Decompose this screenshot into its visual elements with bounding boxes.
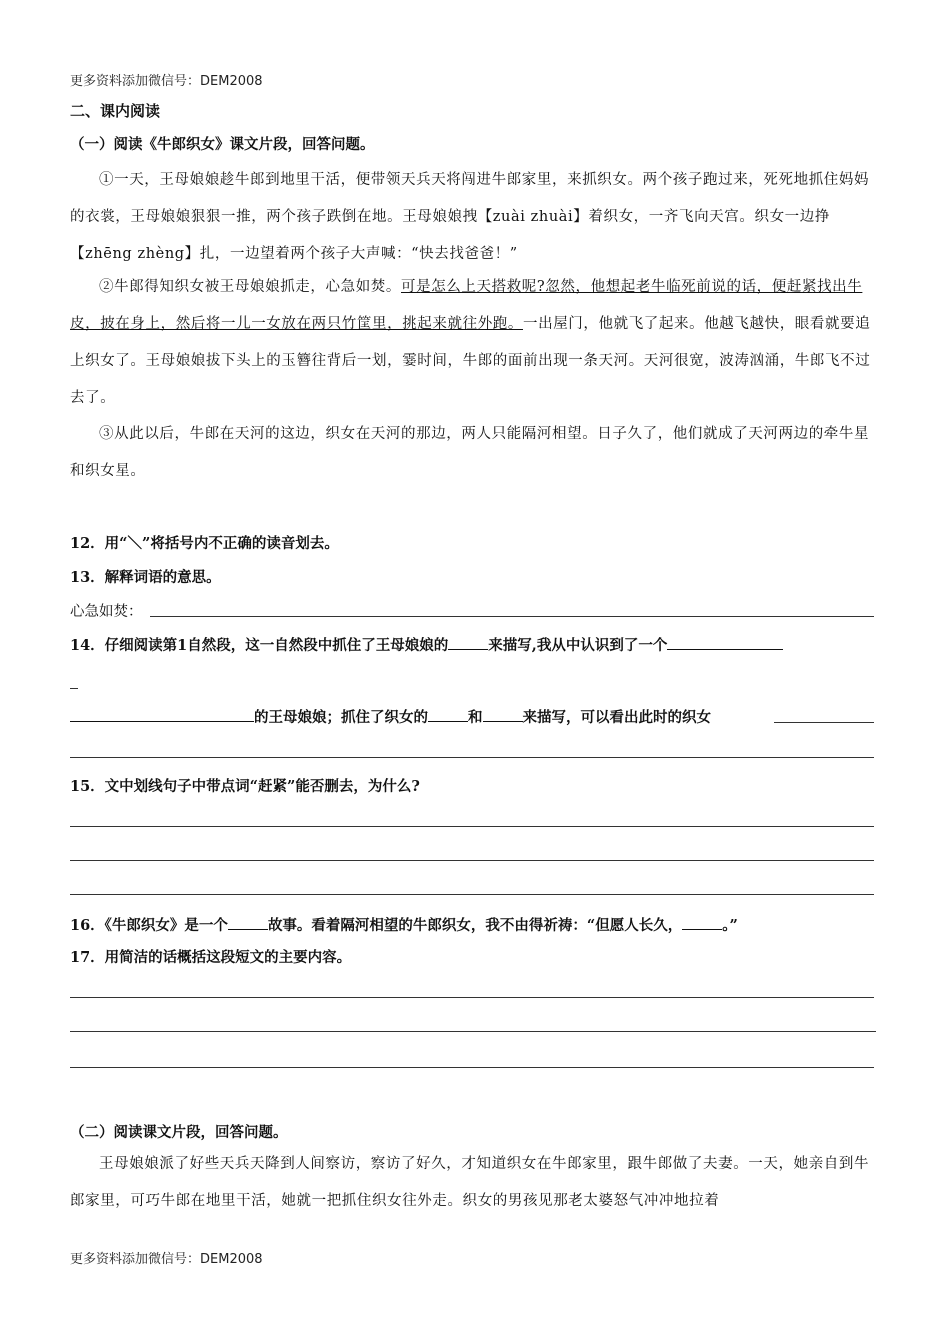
answer-line-13[interactable] [150,616,874,617]
answer-line-15a[interactable] [70,826,874,827]
answer-line-17a[interactable] [70,997,874,998]
answer-line-17c[interactable] [70,1067,874,1068]
question-17: 17．用简洁的话概括这段短文的主要内容。 [70,949,352,966]
answer-line-17b[interactable] [70,1031,876,1032]
part1-title: （一）阅读《牛郎织女》课文片段，回答问题。 [70,136,375,153]
q14-blank-5[interactable] [483,707,523,722]
passage-paragraph-3: ③从此以后，牛郎在天河的这边，织女在天河的那边，两人只能隔河相望。日子久了，他们就成了天河两边的牵牛星和织女星。 [70,426,870,479]
q16-text-c: 。” [722,917,738,934]
answer-line-15c[interactable] [70,894,874,895]
paragraph-2-rest: 一出屋门，他就飞了起来。他越飞越快，眼看就要追上织女了。王母娘娘拔下头上的玉簪往背后一划，霎时间，牛郎的面前出现一条天河。天河很宽，波涛汹涌，牛郎飞不过去了。 [70,316,871,406]
passage-paragraph-1: ①一天，王母娘娘趁牛郎到地里干活，便带领天兵天将闯进牛郎家里，来抓织女。两个孩子跑过来，死死地抓住妈妈的衣裳，王母娘娘狠狠一推，两个孩子跌倒在地。王母娘娘拽【zuài zhuài】着织女，一齐飞向天宫。织女一边挣【zhēng zhèng】扎，一边望着两个孩子大声喊：“快去找爸爸！” [70,172,870,262]
question-14-line-1 [70,634,783,655]
part2-paragraph-1: 王母娘娘派了好些天兵天降到人间察访，察访了好久，才知道织女在牛郎家里，跟牛郎做了夫妻。一天，她亲自到牛郎家里，可巧牛郎在地里干活，她就一把抓住织女往外走。织女的男孩见那老太婆怒气冲冲地拉着 [70,1156,870,1209]
q14-text-e: 来描写，可以看出此时的织女 [522,709,711,726]
header-note: 更多资料添加微信号：DEM2008 [70,74,263,89]
answer-line-15b[interactable] [70,860,874,861]
q16-blank-1[interactable] [228,915,268,930]
q14-text-c: 的王母娘娘；抓住了织女的 [254,709,428,726]
question-15: 15．文中划线句子中带点词“赶紧”能否删去，为什么? [70,778,420,795]
passage-paragraph-2 [70,269,878,417]
q14-blank-3[interactable] [70,707,254,722]
section-title: 二、课内阅读 [70,102,161,120]
q16-blank-2[interactable] [682,915,722,930]
q14-text-b: 来描写,我从中认识到了一个 [488,637,668,654]
q16-text-b: 故事。看着隔河相望的牛郎织女，我不由得祈祷：“但愿人长久， [267,917,683,934]
paragraph-2-intro: ②牛郎得知织女被王母娘娘抓走，心急如焚。 [99,279,401,295]
q14-blank-6[interactable] [774,722,874,723]
q14-blank-1[interactable] [448,635,488,650]
part2-title: （二）阅读课文片段，回答问题。 [70,1124,288,1141]
question-12: 12．用“＼”将括号内不正确的读音划去。 [70,535,339,552]
q14-blank-4[interactable] [428,707,468,722]
answer-line-14[interactable] [70,757,874,758]
footer-note: 更多资料添加微信号：DEM2008 [70,1252,263,1267]
q16-text-a: 16．《牛郎织女》是一个 [70,917,228,934]
underlined-sentence: 可是怎么上天搭救呢?忽然，他想起老牛临死前说的话，便赶紧找出牛皮，披在身上，然后将一儿一女放在两只竹筐里，挑起来就往外跑。 [70,279,863,332]
question-13-label: 心急如焚： [70,604,143,620]
q14-text-d: 和 [468,709,483,726]
question-16 [70,914,738,935]
q14-text-a: 14．仔细阅读第1自然段，这一自然段中抓住了王母娘娘的 [70,637,449,654]
question-14-line-2 [70,706,711,727]
q14-blank-2[interactable] [667,635,783,650]
question-13: 13．解释词语的意思。 [70,569,221,586]
q14-wrap-mark [70,688,78,689]
